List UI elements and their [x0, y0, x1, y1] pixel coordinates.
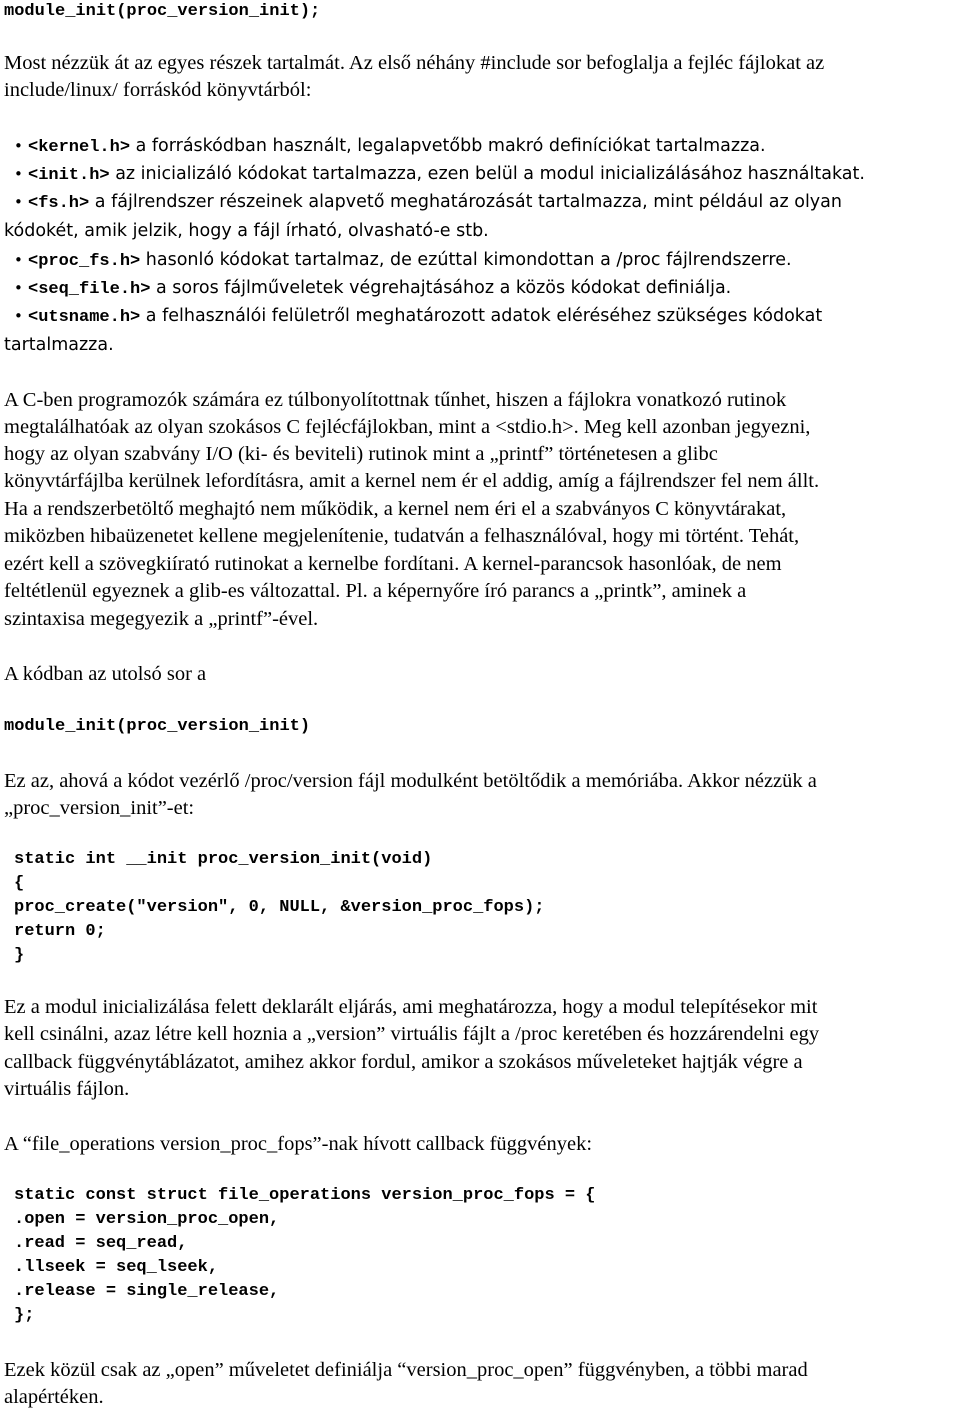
- list-item-text: a forráskódban használt, legalapvetőbb makró definíciókat tartalmazza.: [130, 136, 766, 156]
- paragraph-line: Ez a modul inicializálása felett deklarált eljárás, ami meghatározza, hogy a modul telepítésekor mit: [4, 996, 818, 1018]
- bullet-icon: •: [14, 251, 23, 269]
- code-line: proc_create("version", 0, NULL, &version_proc_fops);: [14, 898, 545, 917]
- header-file-code: <utsname.h>: [28, 308, 141, 327]
- paragraph-line: szintaxisa megegyezik a „printf”-ével.: [4, 608, 319, 630]
- header-file-code: <kernel.h>: [28, 138, 131, 157]
- paragraph-line: hogy az olyan szabvány I/O (ki- és beviteli) rutinok mint a „printf” történetesen a glibc: [4, 443, 718, 465]
- list-item-text: a felhasználói felületről meghatározott adatok eléréséhez szükséges kódokat: [140, 306, 823, 326]
- list-item: [14, 161, 865, 189]
- list-item: [14, 189, 842, 217]
- code-line: return 0;: [14, 922, 106, 941]
- code-line: };: [14, 1306, 35, 1325]
- header-file-code: <fs.h>: [28, 194, 90, 213]
- paragraph-line: virtuális fájlon.: [4, 1078, 130, 1100]
- code-line: static const struct file_operations version_proc_fops = {: [14, 1186, 596, 1205]
- list-item-continuation: kódokét, amik jelzik, hogy a fájl írható, olvasható-e stb.: [4, 221, 489, 241]
- paragraph-line: Ha a rendszerbetöltő meghajtó nem működik, a kernel nem éri el a szabványos C könyvtárakat,: [4, 498, 787, 520]
- list-item-text: hasonló kódokat tartalmaz, de ezúttal kimondottan a /proc fájlrendszerre.: [140, 250, 792, 270]
- bullet-icon: •: [14, 307, 23, 325]
- code-line: .release = single_release,: [14, 1282, 280, 1301]
- code-line: {: [14, 874, 25, 893]
- paragraph-line: Most nézzük át az egyes részek tartalmát. Az első néhány #include sor befoglalja a fejléc fájlokat az: [4, 52, 825, 74]
- paragraph-line: alapértéken.: [4, 1386, 104, 1408]
- list-item: [14, 247, 792, 275]
- bullet-icon: •: [14, 165, 23, 183]
- paragraph-line: „proc_version_init”-et:: [4, 797, 195, 819]
- list-item: [14, 303, 822, 331]
- code-line: }: [14, 946, 25, 965]
- paragraph-line: callback függvénytáblázatot, amihez akkor fordul, amikor a szokásos műveleteket hajtják végre a: [4, 1051, 803, 1073]
- code-line: module_init(proc_version_init);: [4, 2, 321, 21]
- code-line: .open = version_proc_open,: [14, 1210, 280, 1229]
- list-item: [14, 275, 731, 303]
- paragraph-line: include/linux/ forráskód könyvtárból:: [4, 79, 312, 101]
- code-line: static int __init proc_version_init(void): [14, 850, 433, 869]
- list-item-text: az inicializáló kódokat tartalmazza, ezen belül a modul inicializálásához használtakat.: [109, 164, 865, 184]
- paragraph-line: A kódban az utolsó sor a: [4, 663, 207, 685]
- paragraph-line: miközben hibaüzenetet kellene megjelenítenie, tudatván a felhasználóval, hogy mi történt. Tehát,: [4, 525, 800, 547]
- list-item-continuation: tartalmazza.: [4, 335, 114, 355]
- header-file-code: <init.h>: [28, 166, 110, 185]
- paragraph-line: kell csinálni, azaz létre kell hoznia a „version” virtuális fájlt a /proc keretében és hozzárendelni egy: [4, 1023, 820, 1045]
- bullet-icon: •: [14, 193, 23, 211]
- paragraph-line: könyvtárfájlba kerülnek lefordításra, amit a kernel nem ér el addig, amíg a fájlrendszer fel nem állt.: [4, 470, 820, 492]
- paragraph-line: megtalálhatóak az olyan szokásos C fejlécfájlokban, mint a <stdio.h>. Meg kell azonban jegyezni,: [4, 416, 811, 438]
- code-line: .llseek = seq_lseek,: [14, 1258, 219, 1277]
- paragraph-line: Ez az, ahová a kódot vezérlő /proc/version fájl modulként betöltődik a memóriába. Akkor nézzük a: [4, 770, 817, 792]
- list-item-text: a fájlrendszer részeinek alapvető meghatározását tartalmazza, mint például az olyan: [89, 192, 842, 212]
- paragraph-line: feltétlenül egyeznek a glib-es változattal. Pl. a képernyőre író parancs a „printk”, aminek a: [4, 580, 747, 602]
- code-line: module_init(proc_version_init): [4, 717, 311, 736]
- code-line: .read = seq_read,: [14, 1234, 188, 1253]
- paragraph-line: A C-ben programozók számára ez túlbonyolítottnak tűnhet, hiszen a fájlokra vonatkozó rutinok: [4, 389, 787, 411]
- header-file-code: <proc_fs.h>: [28, 252, 141, 271]
- list-item-text: a soros fájlműveletek végrehajtásához a közös kódokat definiálja.: [150, 278, 732, 298]
- bullet-icon: •: [14, 137, 23, 155]
- paragraph-line: Ezek közül csak az „open” műveletet definiálja “version_proc_open” függvényben, a többi marad: [4, 1359, 808, 1381]
- bullet-icon: •: [14, 279, 23, 297]
- paragraph-line: ezért kell a szövegkiírató rutinokat a kernelbe fordítani. A kernel-parancsok hasonlóak, de nem: [4, 553, 782, 575]
- paragraph-line: A “file_operations version_proc_fops”-nak hívott callback függvények:: [4, 1133, 593, 1155]
- header-file-code: <seq_file.h>: [28, 280, 151, 299]
- list-item: [14, 133, 766, 161]
